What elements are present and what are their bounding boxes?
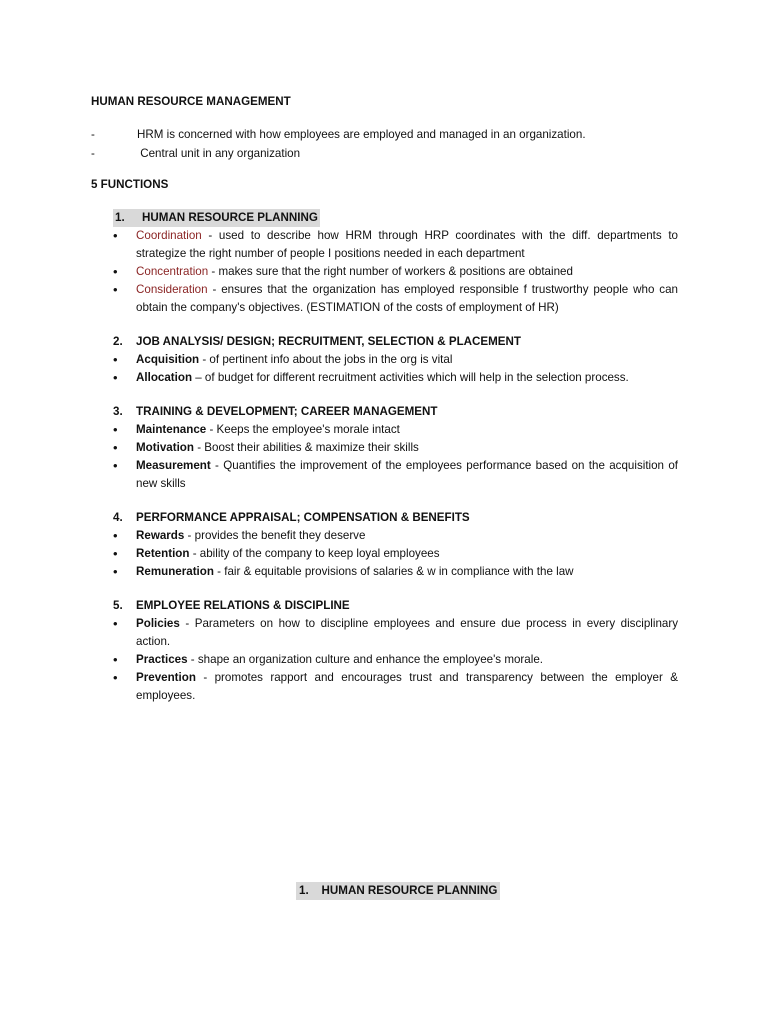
section-title: JOB ANALYSIS/ DESIGN; RECRUITMENT, SELECTION & PLACEMENT	[136, 335, 521, 348]
function-section	[113, 209, 678, 317]
functions-title: 5 FUNCTIONS	[91, 178, 169, 191]
bullet-term: Practices	[136, 653, 188, 666]
section-number: 1.	[113, 209, 140, 227]
section-number: 4.	[113, 511, 123, 524]
bullet-desc: - ability of the company to keep loyal employees	[189, 547, 440, 560]
bullet-desc: - Boost their abilities & maximize their skills	[193, 441, 419, 454]
bullet-icon: •	[113, 458, 118, 473]
section-number: 2.	[113, 335, 123, 348]
bullet-term: Allocation	[136, 371, 193, 384]
bullet-term: Remuneration	[136, 565, 214, 578]
section-number: 3.	[113, 405, 123, 418]
section-heading	[113, 333, 678, 351]
section-heading	[113, 403, 678, 421]
function-section	[113, 403, 678, 493]
bullet-item	[113, 281, 678, 317]
bullet-icon: •	[113, 282, 118, 297]
section-title: EMPLOYEE RELATIONS & DISCIPLINE	[136, 599, 350, 612]
intro-list	[91, 126, 691, 164]
bullet-icon: •	[113, 264, 118, 279]
bullet-term: Coordination	[136, 229, 202, 242]
bullet-desc: – of budget for different recruitment activities which will help in the selection process.	[192, 371, 629, 384]
intro-text: HRM is concerned with how employees are employed and managed in an organization.	[137, 128, 586, 141]
document-title: HUMAN RESOURCE MANAGEMENT	[91, 95, 291, 108]
bullet-term: Consideration	[136, 283, 208, 296]
intro-item	[91, 126, 691, 145]
bullet-desc: - used to describe how HRM through HRP coordinates with the diff. departments to strategize the right number of people I positions needed in each department	[136, 229, 678, 260]
bullet-term: Prevention	[136, 671, 196, 684]
bullet-desc: - Keeps the employee's morale intact	[206, 423, 400, 436]
bullet-icon: •	[113, 528, 118, 543]
bullet-icon: •	[113, 652, 118, 667]
bullet-term: Measurement	[136, 459, 211, 472]
section-heading	[113, 597, 678, 615]
bullet-term: Maintenance	[136, 423, 207, 436]
bullet-icon: •	[113, 370, 118, 385]
bullet-item	[113, 527, 678, 545]
function-section	[113, 333, 678, 387]
bullet-item	[113, 669, 678, 705]
bullet-desc: - Quantifies the improvement of the employees performance based on the acquisition of new skills	[136, 459, 678, 490]
dash-marker: -	[91, 128, 95, 141]
section-title: HUMAN RESOURCE PLANNING	[140, 209, 320, 227]
bullet-desc: - ensures that the organization has employed responsible f trustworthy people who can obtain the company's objectives. (ESTIMATION of the costs of employment of HR)	[136, 283, 678, 314]
bullet-icon: •	[113, 670, 118, 685]
bullet-item	[113, 263, 678, 281]
bullet-desc: - fair & equitable provisions of salaries & w in compliance with the law	[213, 565, 574, 578]
bullet-item	[113, 369, 678, 387]
bullet-item	[113, 651, 678, 669]
intro-item	[91, 145, 691, 164]
bullet-item	[113, 545, 678, 563]
bullet-desc: - provides the benefit they deserve	[184, 529, 366, 542]
bullet-item	[113, 563, 678, 581]
section-title: PERFORMANCE APPRAISAL; COMPENSATION & BENEFITS	[136, 511, 470, 524]
bullet-desc: - shape an organization culture and enhance the employee's morale.	[187, 653, 543, 666]
bullet-desc: - promotes rapport and encourages trust and transparency between the employer & employees.	[136, 671, 678, 702]
bullet-item	[113, 421, 678, 439]
bullet-item	[113, 615, 678, 651]
bullet-desc: - Parameters on how to discipline employees and ensure due process in every disciplinary action.	[136, 617, 678, 648]
dash-marker: -	[91, 147, 95, 160]
bullet-icon: •	[113, 228, 118, 243]
bullet-term: Rewards	[136, 529, 185, 542]
bullet-term: Policies	[136, 617, 180, 630]
bullet-icon: •	[113, 352, 118, 367]
bullet-icon: •	[113, 564, 118, 579]
bullet-icon: •	[113, 546, 118, 561]
bullet-icon: •	[113, 440, 118, 455]
intro-text: Central unit in any organization	[137, 147, 301, 160]
section-number: 5.	[113, 599, 123, 612]
bullet-term: Acquisition	[136, 353, 200, 366]
bullet-item	[113, 351, 678, 369]
bullet-desc: - of pertinent info about the jobs in the org is vital	[199, 353, 453, 366]
bullet-item	[113, 457, 678, 493]
function-section	[113, 509, 678, 581]
bullet-desc: - makes sure that the right number of workers & positions are obtained	[208, 265, 573, 278]
bullet-icon: •	[113, 422, 118, 437]
bullet-icon: •	[113, 616, 118, 631]
bullet-term: Concentration	[136, 265, 209, 278]
section-title: TRAINING & DEVELOPMENT; CAREER MANAGEMENT	[136, 405, 438, 418]
bullet-item	[113, 439, 678, 457]
section-heading	[113, 509, 678, 527]
bullet-term: Motivation	[136, 441, 194, 454]
function-section	[113, 597, 678, 705]
functions-list	[113, 209, 678, 721]
section-heading	[113, 209, 678, 227]
next-section-heading: 1. HUMAN RESOURCE PLANNING	[296, 882, 500, 900]
bullet-item	[113, 227, 678, 263]
bullet-term: Retention	[136, 547, 190, 560]
